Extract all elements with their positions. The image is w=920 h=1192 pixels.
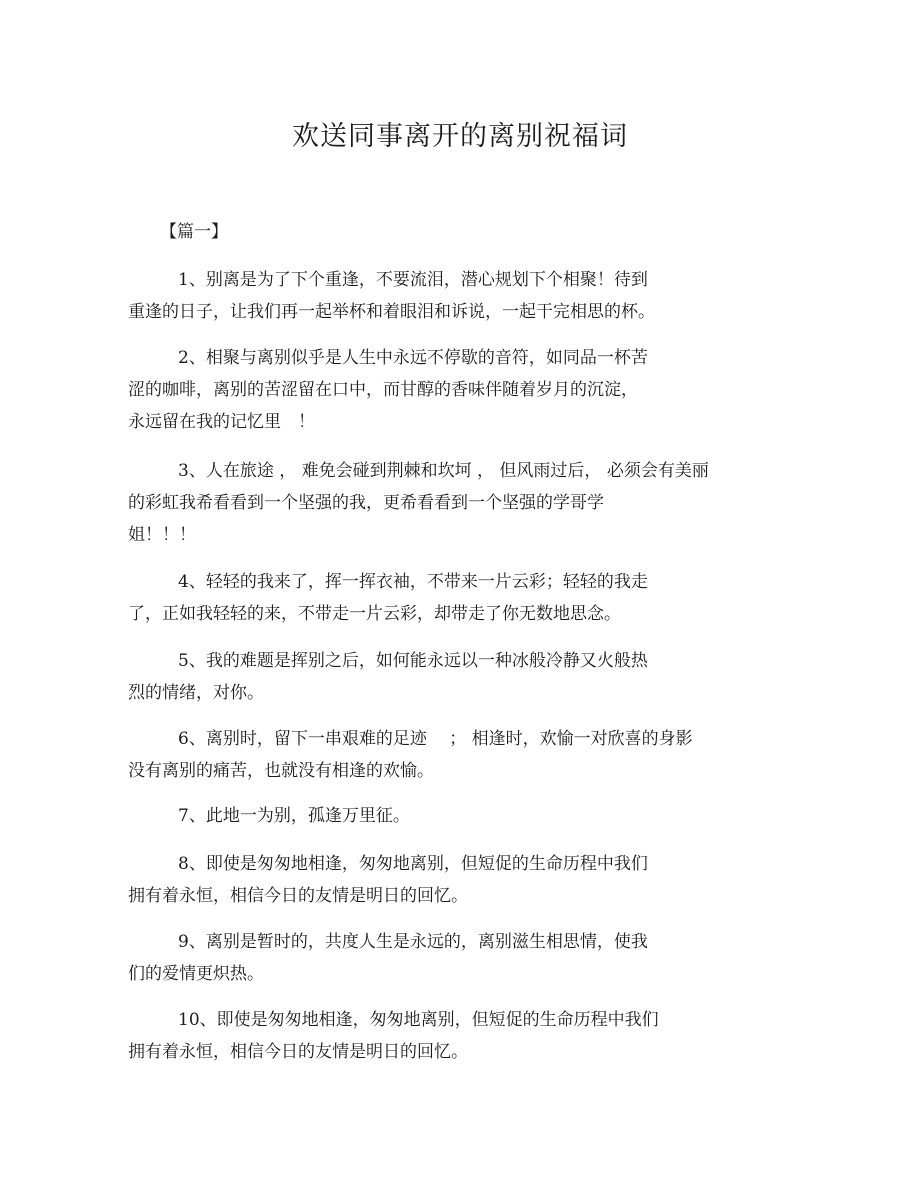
paragraph-8: [128, 848, 788, 912]
paragraph-line: 5、我的难题是挥别之后，如何能永远以一种冰般冷静又火般热: [178, 651, 648, 671]
paragraph-line: 涩的咖啡，离别的苦涩留在口中，而甘醇的香味伴随着岁月的沉淀，: [128, 380, 638, 400]
paragraph-line: 3、人在旅途 ， 难免会碰到荆棘和坎坷 ， 但风雨过后， 必须会有美丽: [178, 461, 709, 481]
paragraph-7: [128, 800, 788, 832]
paragraph-3: [128, 455, 788, 551]
paragraph-line: 姐！！！: [128, 525, 196, 545]
paragraph-line: 没有离别的痛苦，也就没有相逢的欢愉。: [128, 761, 434, 781]
section-label: 【篇一】: [160, 222, 228, 242]
paragraph-line: 的彩虹我希看看到一个坚强的我，更希看看到一个坚强的学哥学: [128, 493, 604, 513]
paragraph-line: 1、别离是为了下个重逢，不要流泪，潜心规划下个相聚！待到: [178, 270, 648, 290]
paragraph-line: 拥有着永恒，相信今日的友情是明日的回忆。: [128, 1042, 468, 1062]
paragraph-line: 9、离别是暂时的，共度人生是永远的，离别滋生相思情，使我: [178, 932, 648, 952]
paragraph-6: [128, 723, 788, 787]
paragraph-line: 7、此地一为别，孤逢万里征。: [178, 806, 410, 826]
paragraph-line: 拥有着永恒，相信今日的友情是明日的回忆。: [128, 886, 468, 906]
document-title: 欢送同事离开的离别祝福词: [292, 121, 628, 152]
paragraph-line: 了，正如我轻轻的来，不带走一片云彩，却带走了你无数地思念。: [128, 604, 621, 624]
paragraph-line: 重逢的日子，让我们再一起举杯和着眼泪和诉说，一起干完相思的杯。: [128, 302, 655, 322]
paragraph-line: 6、离别时，留下一串艰难的足迹 ； 相逢时，欢愉一对欣喜的身影: [178, 729, 693, 749]
paragraph-line: 们的爱情更炽热。: [128, 964, 264, 984]
paragraph-10: [128, 1004, 788, 1068]
paragraph-9: [128, 926, 788, 990]
paragraph-line: 10、即使是匆匆地相逢，匆匆地离别，但短促的生命历程中我们: [178, 1010, 659, 1030]
paragraph-line: 永远留在我的记忆里 ！: [128, 412, 315, 432]
paragraph-line: 4、轻轻的我来了，挥一挥衣袖，不带来一片云彩；轻轻的我走: [178, 572, 648, 592]
paragraph-1: [128, 264, 788, 328]
paragraph-line: 烈的情绪，对你。: [128, 683, 264, 703]
paragraph-line: 8、即使是匆匆地相逢，匆匆地离别，但短促的生命历程中我们: [178, 854, 648, 874]
paragraph-2: [128, 342, 788, 438]
paragraph-line: 2、相聚与离别似乎是人生中永远不停歇的音符，如同品一杯苦: [178, 348, 648, 368]
paragraph-4: [128, 566, 788, 630]
paragraph-5: [128, 645, 788, 709]
